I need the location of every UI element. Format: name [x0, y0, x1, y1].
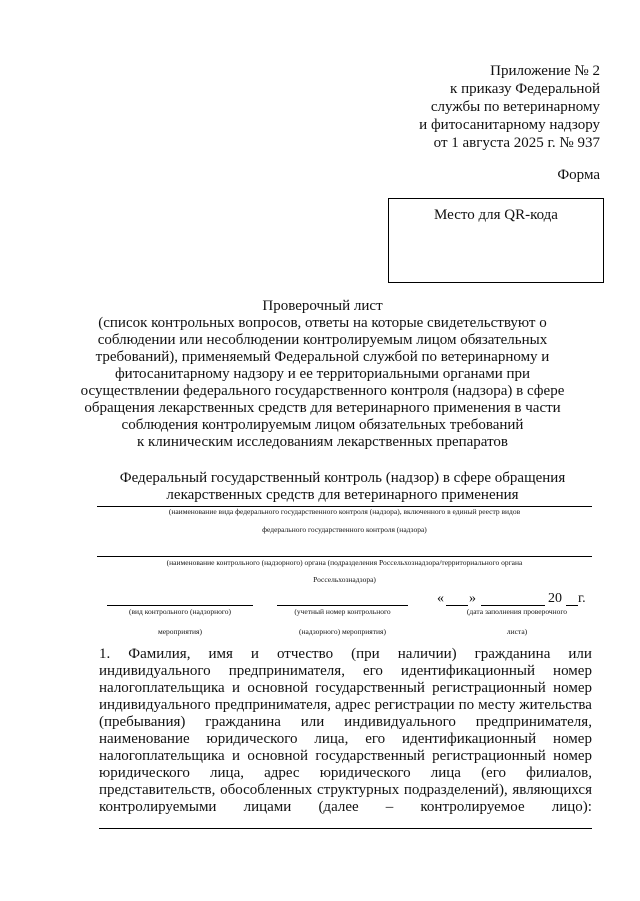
paragraph-word: адрес	[264, 765, 300, 781]
paragraph-line	[99, 782, 592, 799]
paragraph-word: и	[250, 646, 259, 662]
paragraph-word: юридического	[206, 731, 298, 747]
appendix-line: Приложение № 2	[490, 63, 600, 79]
control-type-field	[95, 470, 590, 504]
qr-code-placeholder	[388, 198, 604, 283]
date-year-prefix: 20	[548, 591, 562, 606]
paragraph-word: основной	[247, 748, 309, 764]
paragraph-line	[99, 765, 592, 782]
paragraph-line	[99, 714, 592, 731]
paragraph-1	[99, 646, 592, 816]
appendix-header	[419, 62, 600, 152]
paragraph-word: лица	[430, 765, 461, 781]
paragraph-word: налогоплательщика	[99, 680, 225, 696]
paragraph-word: месту	[478, 697, 516, 713]
paragraph-line	[99, 663, 592, 680]
paragraph-word: наименование	[99, 731, 190, 747]
paragraph-word: номер	[553, 680, 592, 696]
control-type-caption: (наименование вида федерального государственного контроля (надзора), включенного в единый реестр видов	[168, 507, 521, 516]
title-line: обращения лекарственных средств для ветеринарного применения в части	[84, 400, 561, 416]
paragraph-word: юридического	[319, 765, 411, 781]
paragraph-word: регистрационный	[432, 748, 546, 764]
paragraph-word: лицо):	[551, 799, 592, 815]
control-organ-caption: Россельхознадзора)	[313, 575, 376, 584]
control-organ-underline	[97, 556, 592, 557]
paragraph-line	[99, 680, 592, 697]
document-title	[60, 298, 585, 451]
paragraph-word: и	[232, 680, 241, 696]
date-close-quote: »	[469, 591, 476, 606]
title-line: соблюдения контролируемым лицом обязательных требований	[121, 417, 524, 433]
paragraph-word: (пребывания)	[99, 714, 186, 730]
date-year-suffix: г.	[578, 591, 586, 606]
title-line: Проверочный лист	[262, 298, 383, 314]
date-open-quote: «	[437, 591, 444, 606]
date-year-underline	[566, 605, 578, 606]
paragraph-word: лица,	[314, 731, 349, 747]
paragraph-word: гражданина	[205, 714, 281, 730]
paragraph-word: индивидуального	[99, 697, 211, 713]
paragraph-word: номер	[553, 663, 592, 679]
record-number-underline	[277, 605, 408, 606]
paragraph-word: филиалов,	[526, 765, 592, 781]
paragraph-word: идентификационный	[402, 731, 537, 747]
paragraph-word: (его	[481, 765, 506, 781]
paragraph-word: подразделений),	[403, 782, 508, 798]
control-type-line: лекарственных средств для ветеринарного применения	[166, 487, 519, 503]
paragraph-word: идентификационный	[400, 663, 536, 679]
paragraph-word: индивидуального	[99, 663, 211, 679]
paragraph-1-underline	[99, 828, 592, 829]
paragraph-word: 1.	[99, 646, 111, 662]
title-line: фитосанитарному надзору и ее территориальными органами при	[114, 366, 531, 382]
paragraph-word: или	[300, 714, 325, 730]
paragraph-word: обособленных	[220, 782, 313, 798]
date-caption: (дата заполнения проверочного	[466, 607, 568, 616]
paragraph-word: лица,	[210, 765, 244, 781]
paragraph-word: гражданина	[474, 646, 551, 662]
record-number-caption: (учетный номер контрольного	[294, 607, 391, 616]
paragraph-word: имя	[208, 646, 233, 662]
date-day-underline	[446, 605, 468, 606]
paragraph-line	[99, 799, 592, 816]
paragraph-word: регистрационный	[432, 680, 546, 696]
paragraph-word: налогоплательщика	[99, 748, 225, 764]
paragraph-word: Фамилия,	[128, 646, 191, 662]
paragraph-word: предпринимателя,	[214, 697, 331, 713]
appendix-line: и фитосанитарному надзору	[419, 117, 600, 133]
paragraph-word: –	[385, 799, 394, 815]
paragraph-word: наличии)	[397, 646, 457, 662]
paragraph-word: лицами	[243, 799, 292, 815]
paragraph-word: государственный	[315, 680, 425, 696]
control-type-line: Федеральный государственный контроль (надзор) в сфере обращения	[119, 470, 566, 486]
date-caption: листа)	[506, 627, 528, 636]
control-organ-caption: (наименование контрольного (надзорного) органа (подразделения Россельхознадзора/территориального органа	[166, 558, 523, 567]
paragraph-word: являющихся	[512, 782, 592, 798]
paragraph-word: предпринимателя,	[228, 663, 345, 679]
control-type-caption: федерального государственного контроля (надзора)	[262, 525, 427, 534]
paragraph-word: юридического	[99, 765, 190, 781]
paragraph-word: структурных	[316, 782, 400, 798]
paragraph-word: адрес	[335, 697, 371, 713]
paragraph-word: (при	[351, 646, 380, 662]
paragraph-word: жительства	[519, 697, 592, 713]
qr-placeholder-label: Место для QR-кода	[434, 207, 558, 223]
paragraph-line	[99, 697, 592, 714]
paragraph-word: отчество	[276, 646, 334, 662]
title-line: осуществлении федерального государственного контроля (надзора) в сфере	[80, 383, 565, 399]
record-number-caption: (надзорного) мероприятия)	[299, 627, 386, 636]
paragraph-word: регистрации	[374, 697, 455, 713]
title-line: к клиническим исследованиям лекарственных препаратов	[136, 434, 509, 450]
event-type-caption: (вид контрольного (надзорного)	[128, 607, 232, 616]
event-type-underline	[107, 605, 253, 606]
appendix-line: службы по ветеринарному	[430, 99, 600, 115]
date-month-underline	[481, 605, 545, 606]
paragraph-word: номер	[553, 748, 592, 764]
paragraph-word: основной	[247, 680, 309, 696]
title-line: требований), применяемый Федеральной службой по ветеринарному и	[95, 349, 550, 365]
appendix-line: от 1 августа 2025 г. № 937	[433, 135, 600, 151]
paragraph-word: предпринимателя,	[475, 714, 592, 730]
paragraph-word: или	[568, 646, 592, 662]
event-type-caption: мероприятия)	[157, 627, 203, 636]
paragraph-word: контролируемое	[420, 799, 525, 815]
title-line: (список контрольных вопросов, ответы на которые свидетельствуют о	[98, 315, 547, 331]
appendix-line: к приказу Федеральной	[450, 81, 600, 97]
paragraph-line	[99, 748, 592, 765]
paragraph-word: индивидуального	[344, 714, 456, 730]
paragraph-word: номер	[553, 731, 592, 747]
paragraph-line	[99, 731, 592, 748]
paragraph-word: его	[362, 663, 383, 679]
paragraph-word: (далее	[318, 799, 359, 815]
paragraph-word: представительств,	[99, 782, 216, 798]
paragraph-word: по	[458, 697, 475, 713]
paragraph-word: контролируемыми	[99, 799, 217, 815]
paragraph-line	[99, 646, 592, 663]
title-line: соблюдении или несоблюдении контролируемым лицом обязательных	[97, 332, 548, 348]
paragraph-word: государственный	[315, 748, 425, 764]
paragraph-word: его	[365, 731, 386, 747]
paragraph-word: и	[232, 748, 241, 764]
form-label: Форма	[557, 167, 600, 183]
